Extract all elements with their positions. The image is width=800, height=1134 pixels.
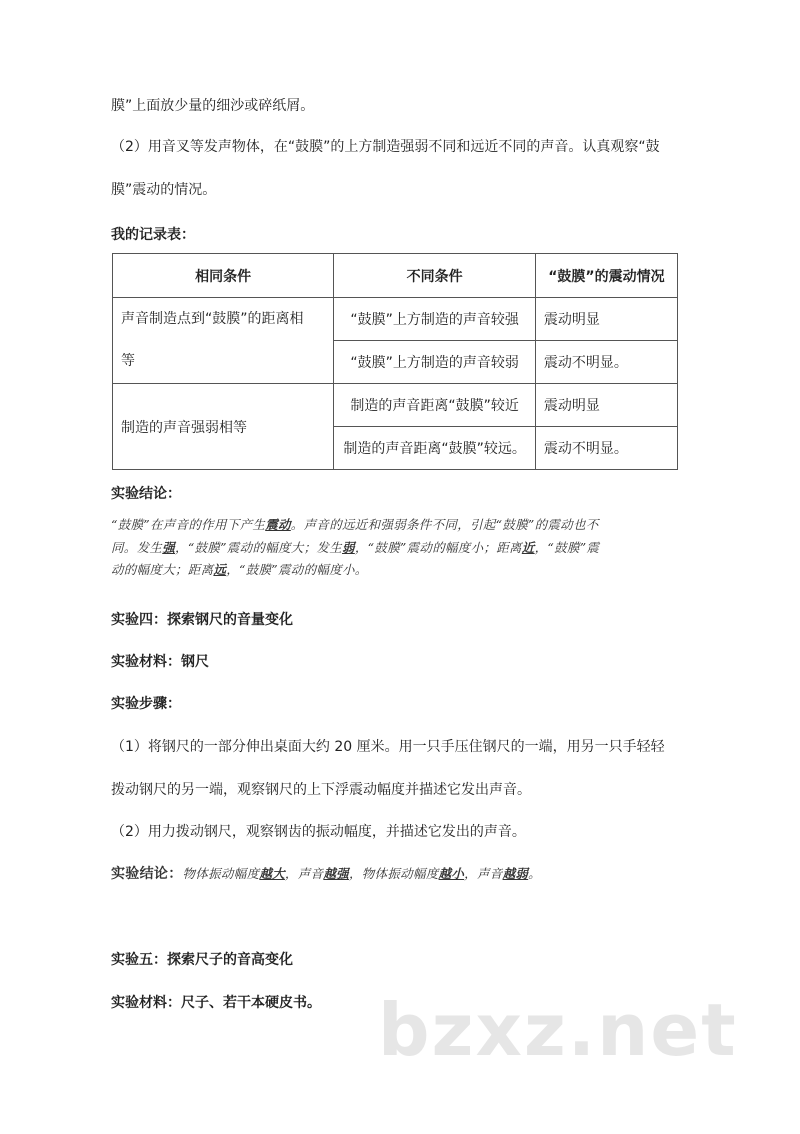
table-cell-same: 制造的声音强弱相等 [113,384,334,470]
text-segment: 。 [528,866,541,881]
experiment4-step1-line2: 拨动钢尺的另一端，观察钢尺的上下浮震动幅度并描述它发出声音。 [111,782,531,798]
same-line1: 声音制造点到“鼓膜”的距离相 [121,311,304,327]
step2-line1: （2）用音叉等发声物体，在“鼓膜”的上方制造强弱不同和远近不同的声音。认真观察“鼓 [111,139,660,155]
answer-blank: 越强 [323,866,349,881]
experiment5-materials [111,993,321,1013]
table-header-row [113,254,678,298]
record-table [112,253,678,470]
answer-blank: 近 [521,540,535,555]
answer-blank: 越弱 [502,866,529,881]
answer-blank: 越大 [259,866,285,881]
table-cell-different: 制造的声音距离“鼓膜”较近 [334,384,536,427]
text-segment: 物体振动幅度 [182,866,260,881]
table-cell-result: 震动明显 [535,384,677,427]
text-segment: ，“鼓膜”震动的幅度大；发生 [175,540,342,555]
table-cell-different: 制造的声音距离“鼓膜”较远。 [334,427,536,470]
experiment4-step1-line1: （1）将钢尺的一部分伸出桌面大约 20 厘米。用一只手压住钢尺的一端，用另一只手轻轻 [111,739,665,755]
header-vibration: “鼓膜”的震动情况 [535,254,677,298]
answer-blank: 越小 [438,866,465,881]
answer-blank: 弱 [342,540,355,555]
table-cell-same [113,298,334,384]
conclusion-label: 实验结论： [111,486,181,502]
experiment4-steps-label: 实验步骤： [111,696,181,712]
step2-line2: 膜”震动的情况。 [111,182,217,198]
record-table-title: 我的记录表： [111,227,195,243]
experiment5-materials-text: 实验材料：尺子、若干本硬皮书。 [111,995,321,1011]
table-row [113,298,678,341]
header-different-condition: 不同条件 [334,254,536,298]
experiment4-conclusion [111,864,541,884]
table-cell-different: “鼓膜”上方制造的声音较强 [334,298,536,341]
table-cell-result: 震动明显 [535,298,677,341]
experiment4-materials: 实验材料：钢尺 [111,654,209,670]
table-cell-different: “鼓膜”上方制造的声音较弱 [334,341,536,384]
watermark: bzxz.net [378,988,738,1072]
same-line2: 等 [121,353,135,369]
text-segment: 动的幅度大；距离 [111,562,214,577]
text-segment: ，“鼓膜”震 [534,540,600,555]
text-segment: ，物体振动幅度 [348,866,439,881]
conclusion-label: 实验结论： [111,866,183,882]
text-segment: ，“鼓膜”震动的幅度小。 [226,562,368,577]
experiment4-step2: （2）用力拨动钢尺，观察钢齿的振动幅度，并描述它发出的声音。 [111,824,526,840]
text-segment: 同。发生 [111,540,163,555]
experiment5-title: 实验五：探索尺子的音高变化 [111,952,293,968]
answer-blank: 震动 [265,517,291,532]
answer-blank: 强 [162,540,176,555]
text-segment: “鼓膜”在声音的作用下产生 [111,517,266,532]
header-same-condition: 相同条件 [113,254,334,298]
experiment4-title: 实验四：探索钢尺的音量变化 [111,612,293,628]
table-cell-result: 震动不明显。 [535,427,677,470]
paragraph-continued: 膜”上面放少量的细沙或碎纸屑。 [111,98,315,114]
conclusion-handwritten-line1 [111,515,599,535]
table-cell-result: 震动不明显。 [535,341,677,384]
text-segment: ，声音 [284,866,324,881]
text-segment: ，声音 [464,866,503,881]
conclusion-handwritten-line3 [111,560,368,580]
text-segment: ，“鼓膜”震动的幅度小；距离 [354,540,522,555]
table-row [113,384,678,427]
text-segment: 。声音的远近和强弱条件不同，引起“鼓膜”的震动也不 [290,517,599,532]
conclusion-handwritten-line2 [111,538,599,558]
answer-blank: 远 [213,562,227,577]
